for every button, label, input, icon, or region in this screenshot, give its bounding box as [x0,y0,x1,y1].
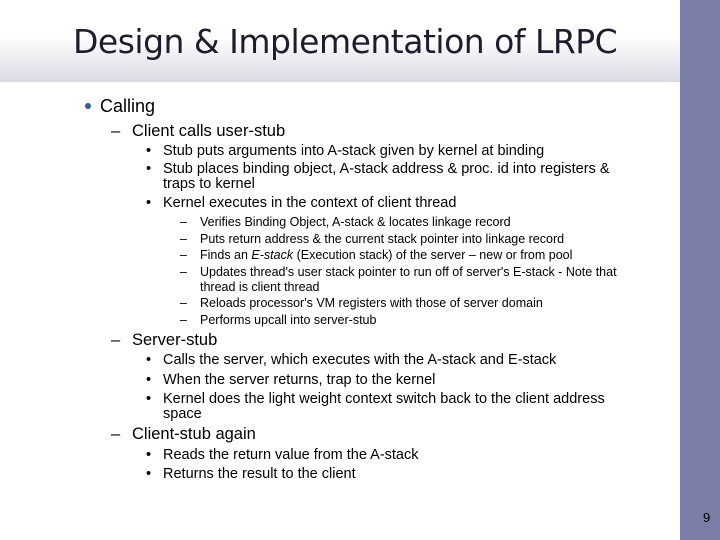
slide-title: Design & Implementation of LRPC [73,22,618,61]
dash-marker: – [180,313,187,327]
bullet-marker: • [146,352,152,368]
bullet-marker: • [146,143,152,159]
dash-marker: – [111,122,121,140]
item-performs: Performs upcall into server-stub [200,313,377,327]
page-number: 9 [703,510,711,525]
bullet-marker: • [146,466,152,482]
dash-marker: – [180,265,187,279]
dash-marker: – [180,296,187,310]
bullet-calling: Calling [100,96,156,116]
bullet-marker: • [146,372,152,388]
item-returns-result: Returns the result to the client [163,466,356,482]
dash-marker: – [180,215,187,229]
item-finds-estack [200,248,572,262]
finds-prefix: Finds an [200,248,252,262]
sub-bullet-server-stub: Server-stub [132,331,218,349]
item-calls-server: Calls the server, which executes with the A-stack and E-stack [163,352,557,368]
item-verifies: Verifies Binding Object, A-stack & locates linkage record [200,215,511,229]
sub-bullet-client-stub-again: Client-stub again [132,425,256,443]
dash-marker: – [180,248,187,262]
item-kernel-does: Kernel does the light weight context switch back to the client address [163,391,605,407]
item-updates-cont: thread is client thread [200,280,320,294]
bullet-dot-icon [85,103,91,109]
finds-suffix: (Execution stack) of the server – new or from pool [293,248,573,262]
right-sidebar [680,0,720,540]
dash-marker: – [111,425,121,443]
item-stub-places: Stub places binding object, A-stack address & proc. id into registers & [163,161,610,177]
item-puts-return: Puts return address & the current stack pointer into linkage record [200,232,565,246]
item-when-server: When the server returns, trap to the kernel [163,372,436,388]
bullet-marker: • [146,391,152,407]
item-reloads: Reloads processor's VM registers with those of server domain [200,296,543,310]
item-stub-puts: Stub puts arguments into A-stack given by kernel at binding [163,143,545,159]
item-reads-return: Reads the return value from the A-stack [163,447,419,463]
bullet-marker: • [146,447,152,463]
item-kernel-does-cont: space [163,406,202,422]
item-stub-places-cont: traps to kernel [163,176,255,192]
item-updates: Updates thread's user stack pointer to run off of server's E-stack - Note that [200,265,617,279]
sub-bullet-client-calls: Client calls user-stub [132,122,286,140]
bullet-marker: • [146,195,152,211]
item-kernel-executes: Kernel executes in the context of client thread [163,195,457,211]
dash-marker: – [180,232,187,246]
dash-marker: – [111,331,121,349]
finds-emphasis: E-stack [251,248,294,262]
bullet-marker: • [146,161,152,177]
